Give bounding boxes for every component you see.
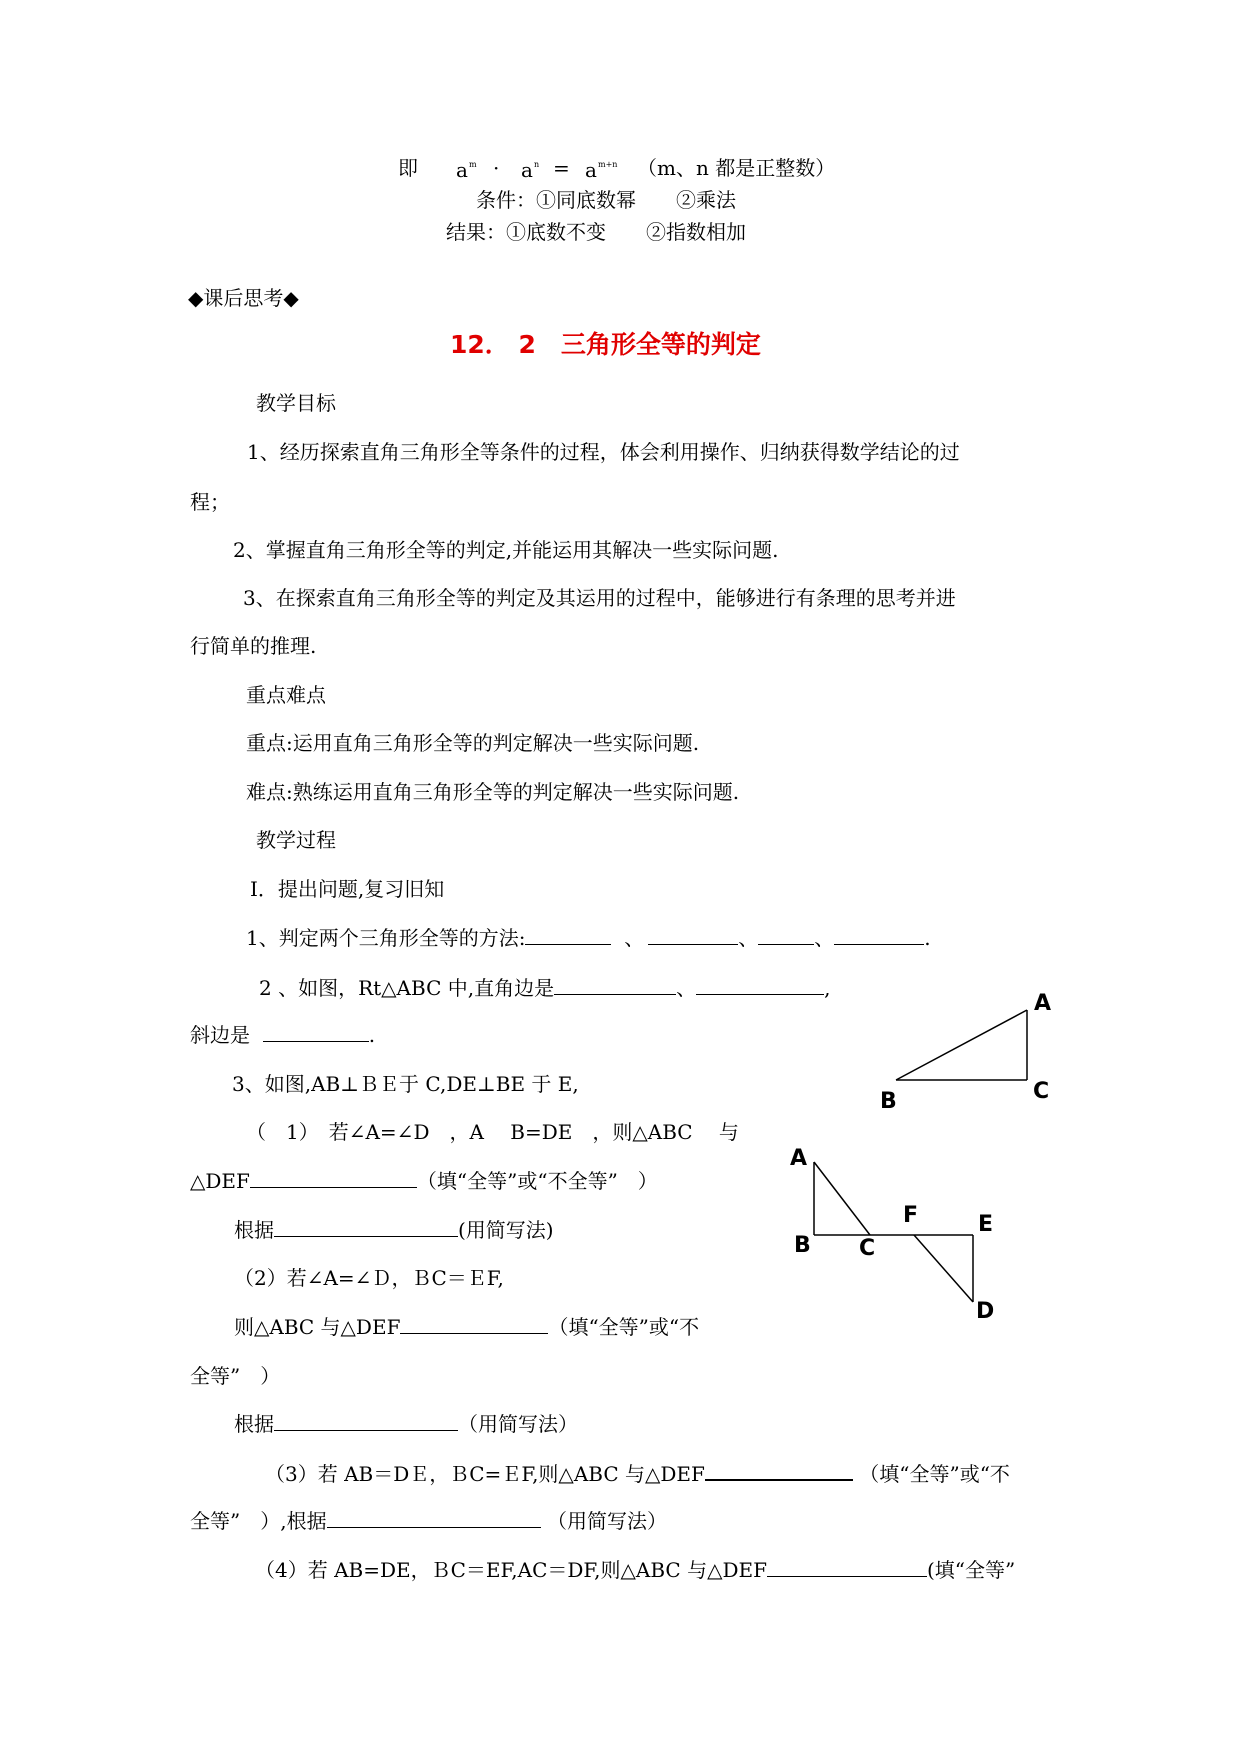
process-heading: 教学过程 (256, 828, 336, 852)
question-3-2-text: 则△ABC 与△DEF (234, 1315, 401, 1339)
question-3: 3、如图,AB⊥ＢＥ于 C,DE⊥BE 于 E, (232, 1072, 579, 1096)
figure-2-label-d: D (976, 1299, 995, 1324)
question-3-1-hint: （填“全等”或“不全等” ） (416, 1169, 658, 1193)
objective-3-line-1: 3、在探索直角三角形全等的判定及其运用的过程中，能够进行有条理的思考并进 (243, 586, 956, 610)
figure-1-label-b: B (880, 1089, 897, 1114)
formula-exp-mn: m+n (598, 160, 618, 169)
formula-exp-m: m (469, 160, 477, 169)
hypotenuse-label: 斜边是 (190, 1023, 250, 1047)
section-1-heading: Ⅰ．提出问题,复习旧知 (250, 877, 445, 901)
formula-dot: · (493, 156, 500, 180)
question-3-1-line-1: （ 1） 若∠A=∠D ，A B=DE ，则△ABC 与 (246, 1120, 739, 1144)
difficulty-point: 难点:熟练运用直角三角形全等的判定解决一些实际问题. (246, 780, 740, 804)
congruent-triangles-figure (814, 1162, 973, 1302)
question-3-2-line-1: （2）若∠A=∠Ｄ，ＢC＝ＥF, (234, 1266, 504, 1290)
key-point: 重点:运用直角三角形全等的判定解决一些实际问题. (246, 731, 700, 755)
figure-2-label-a: A (790, 1146, 808, 1171)
key-points-heading: 重点难点 (246, 683, 326, 707)
formula-condition: （m、n 都是正整数） (637, 156, 836, 180)
figure-2-label-e: E (978, 1212, 994, 1237)
objective-2: 2、掌握直角三角形全等的判定,并能运用其解决一些实际问题. (233, 538, 779, 562)
figure-2-label-f: F (903, 1203, 919, 1228)
figure-1-label-c: C (1033, 1079, 1050, 1104)
objectives-heading: 教学目标 (256, 391, 336, 415)
question-3-2-basis-hint: （用简写法） (458, 1412, 578, 1436)
question-3-3-hint: （填“全等”或“不 (859, 1462, 1010, 1486)
question-2-text: 2 、如图，Rt△ABC 中,直角边是 (259, 976, 555, 1000)
question-3-1-basis-hint: (用简写法) (458, 1218, 554, 1242)
objective-1-line-2: 程； (190, 490, 230, 514)
figure-1-label-a: A (1034, 991, 1052, 1016)
question-3-2-hint: （填“全等”或“不 (548, 1315, 700, 1339)
objective-1-line-1: 1、经历探索直角三角形全等条件的过程，体会利用操作、归纳获得数学结论的过 (247, 440, 960, 464)
objective-3-line-2: 行简单的推理. (190, 634, 317, 658)
formula-eq: = (553, 156, 570, 180)
triangle-def-label: △DEF (190, 1169, 250, 1193)
formula-a3: a (585, 158, 597, 182)
question-1-sep-3: 、 (814, 926, 835, 950)
hypotenuse-ab (896, 1010, 1027, 1080)
figure-2-label-c: C (859, 1236, 876, 1261)
page-title: 12． 2 三角形全等的判定 (450, 330, 761, 359)
question-3-4-hint: (填“全等” (926, 1558, 1016, 1582)
basis-label-2: 根据 (234, 1412, 274, 1436)
question-2-end: , (824, 976, 831, 1000)
result-line: 结果：①底数不变 ②指数相加 (446, 220, 746, 244)
after-class-heading: ◆课后思考◆ (188, 286, 299, 310)
formula-a2: a (521, 158, 533, 182)
question-1-text: 1、判定两个三角形全等的方法: (246, 926, 526, 950)
basis-label: 根据 (234, 1218, 274, 1242)
question-2-sep: 、 (676, 976, 697, 1000)
question-3-4-text: （4）若 AB=DE，ＢC＝EF,AC＝DF,则△ABC 与△DEF (255, 1558, 767, 1582)
question-1-sep-2: 、 (738, 926, 759, 950)
question-3-3-text: （3）若 AB＝DＥ，ＢC=ＥF,则△ABC 与△DEF (265, 1462, 705, 1486)
formula-a1: a (456, 158, 468, 182)
question-3-3-basis-label: 全等” ）,根据 (190, 1509, 327, 1533)
question-3-2-line-3: 全等” ） (190, 1364, 281, 1388)
figure-2-label-b: B (794, 1233, 811, 1258)
question-1-end: . (924, 926, 931, 950)
question-3-3-basis-hint: （用简写法） (546, 1509, 667, 1533)
question-2-line-2-end: . (368, 1023, 376, 1047)
question-1-sep-1: 、 (624, 926, 645, 950)
right-triangle-figure (896, 1010, 1027, 1080)
segment-fd (914, 1235, 973, 1302)
segment-ac (814, 1162, 870, 1235)
formula-exp-n: n (534, 160, 540, 169)
conditions-line: 条件：①同底数幂 ②乘法 (476, 188, 736, 212)
formula-ji: 即 (398, 156, 418, 180)
